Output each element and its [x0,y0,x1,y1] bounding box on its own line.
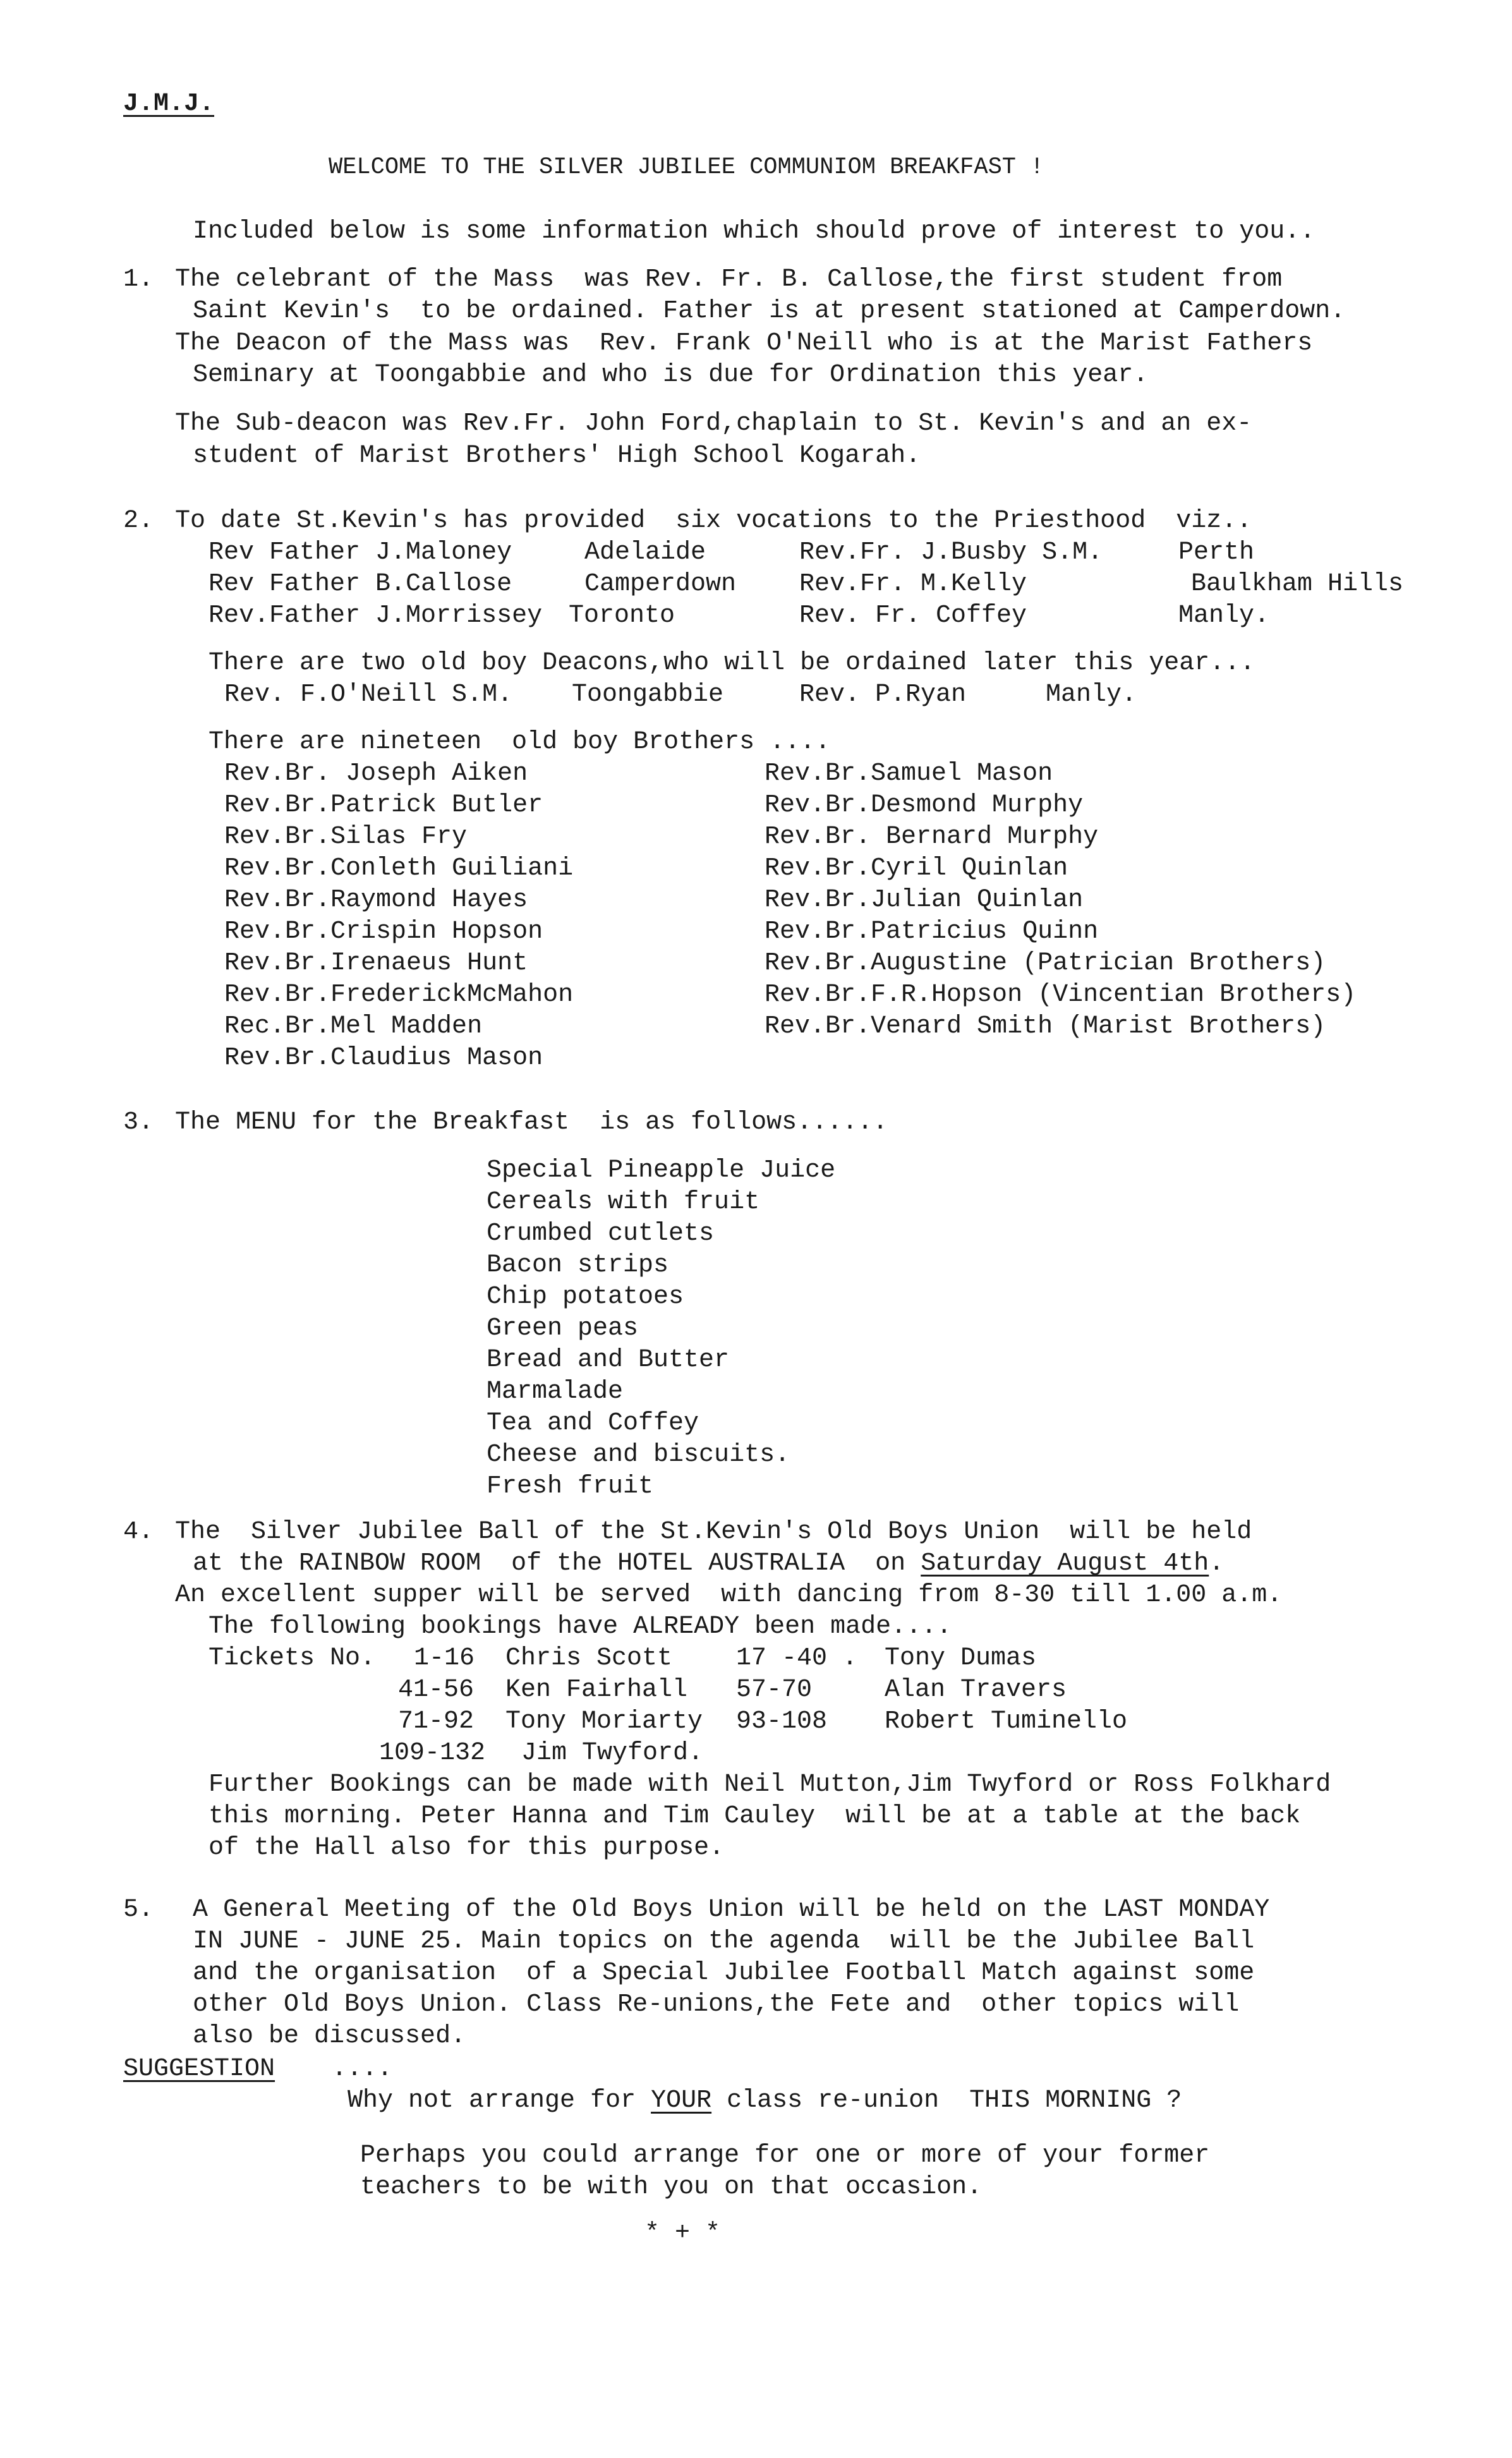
menu-item: Fresh fruit [487,1472,654,1501]
suggestion-your: YOUR [651,2086,712,2115]
meeting-line: A General Meeting of the Old Boys Union will be held on the LAST MONDAY [193,1896,1270,1924]
ball-line: An excellent supper will be served with dancing from 8-30 till 1.00 a.m. [175,1581,1283,1609]
deacons-intro: There are two old boy Deacons,who will be ordained later this year... [209,649,1255,677]
item4-number: 4. [123,1518,154,1546]
item2-intro: To date St.Kevin's has provided six vocations to the Priesthood viz.. [175,507,1252,535]
ticket-holder: Alan Travers [885,1676,1067,1704]
ticket-holder: Ken Fairhall [505,1676,688,1704]
menu-item: Marmalade [487,1377,624,1406]
item3-number: 3. [123,1108,154,1137]
further-bookings: this morning. Peter Hanna and Tim Cauley will be at a table at the back [209,1802,1301,1831]
brother-name: Rev.Br.Crispin Hopson [224,917,543,946]
ticket-holder: Jim Twyford. [521,1739,704,1767]
ticket-numbers: 1-16 [414,1644,475,1673]
ticket-numbers: 41-56 [398,1676,475,1704]
menu-item: Green peas [487,1314,639,1343]
brother-name: Rev.Br.Julian Quinlan [765,886,1084,914]
ball-line: The Silver Jubilee Ball of the St.Kevin's Old Boys Union will be held [175,1518,1252,1546]
ticket-numbers: 71-92 [398,1707,475,1736]
item1-line: student of Marist Brothers' High School Kogarah. [193,442,921,470]
deacon-place: Toongabbie [572,681,724,709]
meeting-line: IN JUNE - JUNE 25. Main topics on the agenda will be the Jubilee Ball [193,1927,1255,1956]
priest-name: Rev Father J.Maloney [209,538,512,567]
further-bookings: Further Bookings can be made with Neil Mutton,Jim Twyford or Ross Folkhard [209,1771,1331,1799]
ticket-holder: Chris Scott [505,1644,673,1673]
priest-name: Rev Father B.Callose [209,570,512,598]
ticket-numbers: 109-132 [379,1739,486,1767]
jmj-initials: J.M.J. [123,90,215,118]
brother-name: Rev.Br.Conleth Guiliani [224,854,574,883]
brother-name: Rev.Br.FrederickMcMahon [224,981,574,1009]
ticket-numbers: 57-70 [736,1676,813,1704]
brother-name: Rev.Br.Venard Smith (Marist Brothers) [765,1012,1326,1041]
ticket-numbers: 93-108 [736,1707,828,1736]
suggestion-text: teachers to be with you on that occasion. [360,2173,983,2201]
deacon-name: Rev. P.Ryan [799,681,967,709]
brother-name: Rec.Br.Mel Madden [224,1012,483,1041]
item5-number: 5. [123,1896,154,1924]
page-title: WELCOME TO THE SILVER JUBILEE COMMUNIOM BREAKFAST ! [329,154,1044,181]
meeting-line: and the organisation of a Special Jubilee Football Match against some [193,1959,1255,1987]
ticket-holder: Tony Dumas [885,1644,1037,1673]
tickets-label: Tickets No. [209,1644,376,1673]
ball-venue-text: at the RAINBOW ROOM of the HOTEL AUSTRALIA on [193,1549,921,1578]
deacon-name: Rev. F.O'Neill S.M. [224,681,513,709]
brothers-intro: There are nineteen old boy Brothers .... [209,728,831,756]
priest-name: Rev.Fr. J.Busby S.M. [799,538,1103,567]
brother-name: Rev.Br.Patrick Butler [224,791,543,820]
ball-date: Saturday August 4th [921,1549,1209,1578]
meeting-line: also be discussed. [193,2022,466,2050]
bookings-intro: The following bookings have ALREADY been made.... [209,1613,952,1641]
priest-name: Rev.Father J.Morrissey [209,602,543,630]
end-mark: * + * [644,2219,721,2248]
brother-name: Rev.Br. Bernard Murphy [765,823,1099,851]
further-bookings: of the Hall also for this purpose. [209,1834,725,1862]
brother-name: Rev.Br.Desmond Murphy [765,791,1084,820]
priest-name: Rev. Fr. Coffey [799,602,1027,630]
suggestion-dots: .... [332,2055,393,2083]
brother-name: Rev.Br. Joseph Aiken [224,760,528,788]
item1-line: The celebrant of the Mass was Rev. Fr. B. Callose,the first student from [175,265,1283,294]
ticket-numbers: 17 -40 . [736,1644,858,1673]
menu-item: Tea and Coffey [487,1409,699,1438]
deacon-place: Manly. [1046,681,1137,709]
brother-name: Rev.Br.Patricius Quinn [765,917,1099,946]
item1-line: Seminary at Toongabbie and who is due for Ordination this year. [193,361,1149,389]
ticket-holder: Robert Tuminello [885,1707,1128,1736]
brother-name: Rev.Br.Claudius Mason [224,1044,543,1072]
brother-name: Rev.Br.Cyril Quinlan [765,854,1068,883]
menu-intro: The MENU for the Breakfast is as follows...... [175,1108,888,1137]
priest-place: Adelaide [584,538,706,567]
intro-line: Included below is some information which should prove of interest to you.. [193,217,1315,246]
brother-name: Rev.Br.Samuel Mason [765,760,1053,788]
ticket-holder: Tony Moriarty [505,1707,703,1736]
menu-item: Cheese and biscuits. [487,1441,790,1469]
brother-name: Rev.Br.Raymond Hayes [224,886,528,914]
suggestion-question-end: class re-union THIS MORNING ? [711,2086,1182,2115]
brother-name: Rev.Br.F.R.Hopson (Vincentian Brothers) [765,981,1357,1009]
meeting-line: other Old Boys Union. Class Re-unions,the Fete and other topics will [193,1990,1240,2019]
menu-item: Crumbed cutlets [487,1220,715,1248]
suggestion-text: Perhaps you could arrange for one or more of your former [360,2141,1210,2170]
suggestion-question-start: Why not arrange for [348,2086,651,2115]
priest-place: Perth [1178,538,1255,567]
menu-item: Bacon strips [487,1251,669,1280]
brother-name: Rev.Br.Silas Fry [224,823,468,851]
suggestion-label: SUGGESTION [123,2055,275,2083]
ball-venue-end: . [1209,1549,1225,1578]
item1-line: The Sub-deacon was Rev.Fr. John Ford,chaplain to St. Kevin's and an ex- [175,409,1252,438]
priest-place: Camperdown [584,570,737,598]
ball-venue-line [193,1548,1224,1580]
menu-item: Bread and Butter [487,1346,730,1374]
menu-item: Special Pineapple Juice [487,1156,836,1185]
priest-place: Manly. [1178,602,1270,630]
item1-line: Saint Kevin's to be ordained. Father is at present stationed at Camperdown. [193,297,1346,325]
item1-line: The Deacon of the Mass was Rev. Frank O'Neill who is at the Marist Fathers [175,329,1313,358]
menu-item: Chip potatoes [487,1283,684,1311]
menu-item: Cereals with fruit [487,1188,760,1216]
suggestion-question [348,2085,1182,2117]
brother-name: Rev.Br.Augustine (Patrician Brothers) [765,949,1326,978]
priest-name: Rev.Fr. M.Kelly [799,570,1027,598]
priest-place: Toronto [569,602,675,630]
item2-number: 2. [123,507,154,535]
priest-place: Baulkham Hills [1191,570,1404,598]
item1-number: 1. [123,265,154,294]
brother-name: Rev.Br.Irenaeus Hunt [224,949,528,978]
